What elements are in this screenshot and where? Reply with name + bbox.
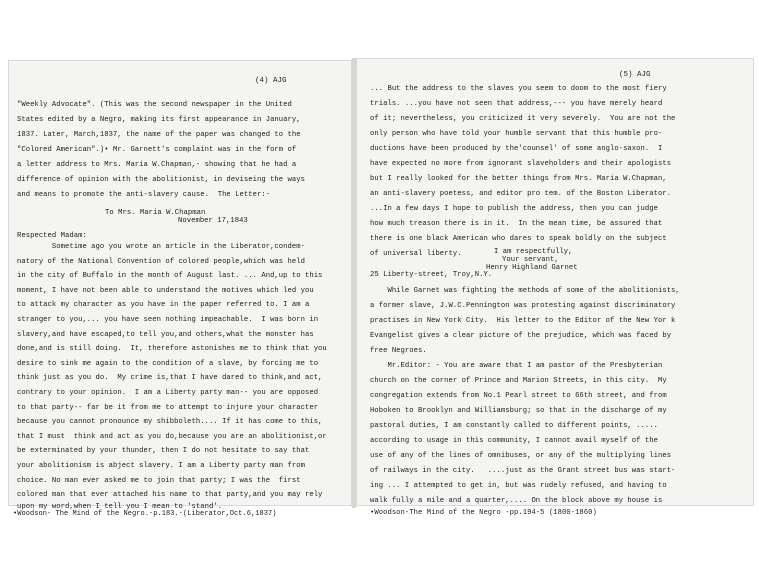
text-line: done,and is still doing. It, therefore astonishes me to think that you xyxy=(17,345,327,354)
text-line: moment, I have not been able to understand the motives which led you xyxy=(17,286,314,295)
text-line: While Garnet was fighting the methods of some of the abolitionists, xyxy=(370,287,680,295)
text-line: "Weekly Advocate". (This was the second newspaper in the United xyxy=(17,101,292,109)
closing-servant: Your servant, xyxy=(502,256,559,264)
text-line: difference of opinion with the abolitionist, in deviseing the ways xyxy=(17,176,305,184)
text-line: stranger to you,... you have seen nothing impeachable. I was born in xyxy=(17,316,319,324)
text-line: there is one black American who dares to speak boldly on the subject xyxy=(370,235,667,243)
text-line: church on the corner of Prince and Marion Streets, in this city. My xyxy=(370,377,667,385)
text-line: and means to promote the anti-slavery cause. The Letter:- xyxy=(17,191,271,199)
text-line: choice. No man ever asked me to join that party; I was the first xyxy=(17,476,301,485)
text-line: Sometime ago you wrote an article in the Liberator,condem- xyxy=(17,243,305,251)
text-line: colored man that ever attached his name to that party,and you may rely xyxy=(17,491,323,500)
text-line: upon my word,when I tell you I mean to 'stand'. xyxy=(17,503,223,511)
text-line: States edited by a Negro, making its first appearance in January, xyxy=(17,116,301,124)
text-line: slavery,and have escaped,to tell you,and others,what the monster has xyxy=(17,330,314,339)
text-line: that I must think and act as you do,because you are an abolitionist,or xyxy=(17,432,327,441)
text-line: 1837. Later, March,1837, the name of the paper was changed to the xyxy=(17,131,301,139)
left-page xyxy=(8,60,352,518)
text-line: according to usage in this community, I cannot avail myself of the xyxy=(370,437,658,445)
text-line: Evangelist gives a clear picture of the prejudice, which was faced by xyxy=(370,332,672,340)
text-line: because you cannot pronounce my shibboleth.... If it has come to this, xyxy=(17,418,323,427)
text-line: practises in New York City. His letter to the Editor of the New Yor k xyxy=(370,317,676,325)
text-line: have expected no more from ignorant slaveholders and their apologists xyxy=(370,160,672,168)
closing: I am respectfully, xyxy=(494,248,573,256)
text-line: contrary to your opinion. I am a Liberty party man-- you are opposed xyxy=(17,389,319,397)
text-line: pastoral duties, I am constantly called to different points, ..... xyxy=(370,422,658,430)
footnote: •Woodson-The Mind of the Negro -pp.194-5 (1800-1860) xyxy=(370,509,597,517)
text-line: congregation extends from No.1 Pearl street to 66th street, and from xyxy=(370,392,667,400)
text-line: of universal liberty. xyxy=(370,250,462,258)
footnote: •Woodson- The Mind of the Negro.-p.183.-(Liberator,Oct.6,1837) xyxy=(13,510,277,518)
text-line: to attack my character as you have in the paper referred to. I am a xyxy=(17,301,310,310)
text-line: only person who have told your humble servant that this humble pro- xyxy=(370,130,663,138)
text-line: to that party-- far be it from me to attempt to injure your character xyxy=(17,403,319,412)
text-line: your abolitionism is abject slavery. I am a Liberty party man from xyxy=(17,462,305,470)
right-page-number: (5) AJG xyxy=(619,71,651,79)
text-line: trials. ...you have not seen that address,--- you have merely heard xyxy=(370,100,663,108)
left-page-number: (4) AJG xyxy=(255,77,287,85)
text-line: a former slave, J.W.C.Pennington was protesting against discriminatory xyxy=(370,302,676,310)
text-line: ...In a few days I hope to publish the address, then you can judge xyxy=(370,205,658,213)
text-line: ... But the address to the slaves you seem to doom to the most fiery xyxy=(370,85,667,93)
text-line: use of any of the lines of omnibuses, or any of the multiplying lines xyxy=(370,452,672,460)
text-line: be exterminated by your thunder, then I do not hesitate to say that xyxy=(17,447,310,456)
text-line: of it; nevertheless, you criticized it very severely. You are not the xyxy=(370,115,676,123)
text-line: a letter address to Mrs. Maria W.Chapman,- showing that he had a xyxy=(17,161,297,169)
right-page xyxy=(356,58,754,517)
letter-greeting: Respected Madam: xyxy=(17,232,87,240)
text-line: ing ... I attempted to get in, but was rudely refused, and having to xyxy=(370,482,667,490)
text-line: Mr.Editor: - You are aware that I am pastor of the Presbyterian xyxy=(370,362,663,370)
address: 25 Liberty-street, Troy,N.Y. xyxy=(370,271,493,279)
text-line: but I really looked for the better things from Mrs. Maria W.Chapman, xyxy=(370,175,667,183)
text-line: in the city of Buffalo in the month of August last. ... And,up to this xyxy=(17,272,323,281)
text-line: "Colored American".)• Mr. Garnett's complaint was in the form of xyxy=(17,146,297,154)
text-line: walk fully a mile and a quarter,.... On the block above my house is xyxy=(370,497,663,505)
text-line: an anti-slavery poetess, and editor pro tem. of the Boston Liberator. xyxy=(370,190,672,198)
text-line: ductions have been produced by the'counsel' of some anglo-saxon. I xyxy=(370,145,663,153)
signature: Henry Highland Garnet xyxy=(486,264,578,272)
letter-recipient: To Mrs. Maria W.Chapman xyxy=(105,209,206,217)
text-line: desire to sink me again to the condition of a slave, by forcing me to xyxy=(17,359,319,368)
text-line: think just as you do. My crime is,that I have dared to think,and act, xyxy=(17,374,323,383)
text-line: how much treason there is in it. In the mean time, be assured that xyxy=(370,220,663,228)
text-line: of railways in the city. ....just as the Grant street bus was start- xyxy=(370,467,676,475)
text-line: Hoboken to Brooklyn and Williamsburg; so that in the discharge of my xyxy=(370,407,667,415)
text-line: free Negroes. xyxy=(370,347,427,355)
letter-date: November 17,1843 xyxy=(178,217,248,225)
text-line: natory of the National Convention of colored people,which was held xyxy=(17,257,305,266)
